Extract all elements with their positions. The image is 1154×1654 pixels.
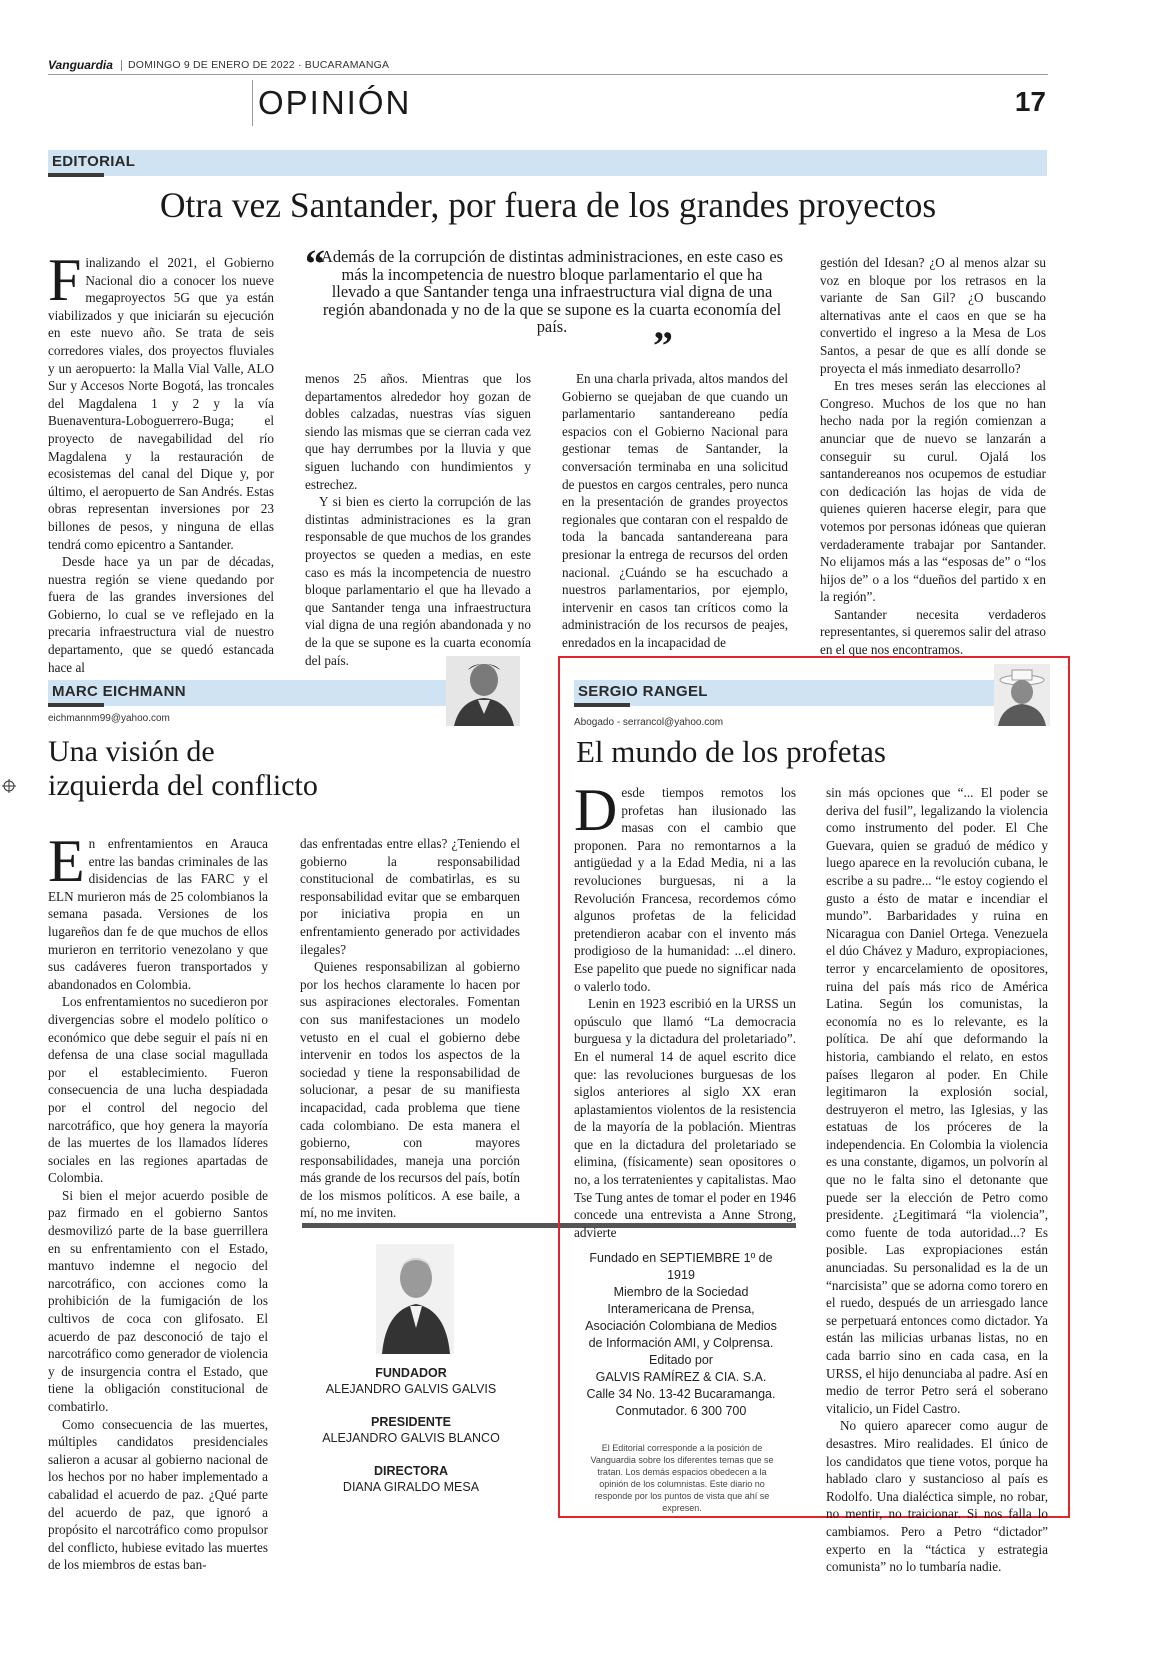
brand-logo: Vanguardia [48,58,113,72]
founded-line-2: Miembro de la Sociedad [613,1285,749,1299]
marc-avatar [446,656,520,726]
sergio-col2-p2: No quiero aparecer como augur de desastres. Miro realidades. El único de los candidatos que tiene votos, porque ha hablado claro y sustancioso al país es Rodolfo. Una dialéctica simple, no robar, no mentir, no traicionar. Si nos falla lo cambiamos. Pero a Petro “dictador” experto en la “táctica y estrategia comunista” no lo tumbaría nadie. [826,1418,1048,1575]
marc-col2-p2: Quienes responsabilizan al gobierno por los hechos claramente lo hacen por sus aspiraciones electorales. Fomentan con sus manifestaciones un modelo vetusto en el cual el gobierno debe intervenir en todos los aspectos de la sociedad y tiene la responsabilidad de solucionar, a pesar de su manifiesta incapacidad, cada problema que tiene cada colombiano. De esta manera el gobierno, con mayores responsabilidades, maneja una porción más grande de los recursos del país, botín de los mismos políticos. A ese baile, a mí, no me inviten. [300,959,520,1221]
marc-email: eichmannm99@yahoo.com [48,713,170,724]
marc-dropcap: E [48,828,85,894]
editorial-col4-p2: En tres meses serán las elecciones al Congreso. Muchos de los que no han hecho nada por la región comienzan a anunciar que de nuevo se lanzarán a conseguir su curul. Ojalá los santandereanos nos ocupemos de estudiar con dedicación las hojas de vida de quienes quieren hacerse elegir, para que votemos por personas idóneas que quieran verdaderamente trabajar por Santander. No elijamos más a las “esposas de” o “los hijos de” o a los “dueños del partido x en la región”. [820,378,1046,605]
sergio-dropcap: D [574,777,618,843]
founded-line-1: Fundado en SEPTIEMBRE 1º de 1919 [589,1251,773,1282]
section-divider [252,80,253,126]
editorial-col4-p3: Santander necesita verdaderos representantes, si queremos salir del atraso en el que nos encontramos. [820,606,1046,658]
marc-label: MARC EICHMANN [52,683,186,700]
sergio-col-1 [574,777,796,1241]
editorial-pullquote [305,241,791,368]
role-name-director: DIANA GIRALDO MESA [342,1480,480,1494]
editorial-col-3 [562,370,788,652]
sergio-title: El mundo de los profetas [576,734,886,769]
editorial-col-4 [820,254,1046,659]
editorial-col1-p1: inalizando el 2021, el Gobierno Nacional dio a conocer los nueve megaproyectos 5G que ya están viabilizados y que iniciarán su ejecución en este nuevo año. Se trata de seis corredores viales, dos proyectos fluviales y un aeropuerto: la Malla Vial Valle, ALO Sur y Accesos Norte Bogotá, las troncales del Magdalena 1 y 2 y la vía Buenaventura-Loboguerrero-Buga; el proyecto de navegabilidad del río Magdalena y la restauración de ecosistemas del canal del Dique y, por último, el aeropuerto de San Andrés. Estas obras representan inversiones por 23 billones de pesos, y ninguna de ellas tendrá como epicentro a Santander. [48,255,274,552]
marc-col1-p4: Como consecuencia de las muertes, múltiples candidatos presidenciales salieron a acusar al gobierno nacional de los hechos por no haber implementado a cabalidad el acuerdo de paz. ¿Qué parte del acuerdo de paz, que ignoró a propósito el narcotráfico como propulsor del conflicto, hubiese evitado las muertes de los miembros de estas ban- [48,1416,268,1573]
marc-title-line1: Una visión de [48,735,215,768]
dateline: DOMINGO 9 DE ENERO DE 2022 · BUCARAMANGA [128,59,390,71]
sergio-col1-p2: Lenin en 1923 escribió en la URSS un opúsculo que llamó “La democracia burguesa y la dictadura del proletariado”. En el numeral 14 de aquel escrito dice que: las revoluciones burguesas de los siglos anteriores al siglo XX eran aplastamientos violentos de la resistencia de la mayoría de la población. Mientras que en la dictadura del proletariado se elimina, (físicamente) sean opositores o no, a los terratenientes y capitalistas. Mao Tse Tung antes de tomar el poder en 1946 concede una entrevista a Anne Strong, advierte [574,996,796,1240]
role-name-president: ALEJANDRO GALVIS BLANCO [322,1431,500,1445]
sergio-label-underline [574,703,630,707]
sergio-col2-p1: sin más opciones que “... El poder se deriva del fusil”, legalizando la violencia como instrumento del poder. El Che Guevara, quien se graduó de médico y luego aparece en la revolución cubana, le escribe a su padre... “le estoy cogiendo el gusto a ésto de matar e incendiar el mundo”. Barbaridades y ruina en Nicaragua con Daniel Ortega. Venezuela el dúo Chávez y Maduro, expropiaciones, terror y encarcelamiento de opositores, ruina del país más rico de América Latina. Según los comunistas, la economía no es lo relevante, es la política. De ahí que deformando la historia, cambiando el relato, en estos países llegaron al poder. En Chile legitimaron la explosión social, destruyeron el metro, las Iglesias, y las estatuas de los próceres de la independencia. En Colombia la violencia es una constante, digamos, un polvorín al que no le falta sino el detonante que puede ser la elección de Petro como presidente. ¿Legitimará “la violencia”, como fuente de toda autoridad...? Es posible. Las expropiaciones están anunciadas. Su personalidad es la de un “narcisista” que se adorna como torero en el ruedo, después de un arriesgado lance se perpetuará entonces como dictador. Ya están las milicias urbanas listas, no en cada barrio sino en cada casa, en la URSS, el hijo denunciaba al padre. Así en medio de terror Petro será el soberano vitalicio, un Fidel Castro. [826,785,1048,1416]
founded-line-5: de Información AMI, y Colprensa. [588,1336,774,1350]
close-quote-icon: ” [653,323,673,368]
section-title: OPINIÓN [258,84,412,121]
marc-col1-p2: Los enfrentamientos no sucedieron por divergencias sobre el modelo político o económico que debe seguir el país ni en defensa de una clase social magullada por el establecimiento. Fueron consecuencia de una lucha despiadada por el control del negocio del narcotráfico, que hoy genera la mayoría de las muertes de los llamados líderes sociales en las regiones apartadas de Colombia. [48,994,268,1186]
editorial-dropcap: F [48,247,82,313]
marc-col-2 [300,835,520,1222]
role-title-president: PRESIDENTE [371,1415,451,1429]
founded-line-6: Editado por [649,1353,713,1367]
marc-title-line2: izquierda del conflicto [48,769,318,802]
editorial-col3-p1: En una charla privada, altos mandos del Gobierno se quejaban de que cuando un parlamentario santandereano pedía espacios con el Gobierno Nacional para gestionar temas de Santander, la conversación terminaba en una solicitud de puestos en cargos centrales, pero nunca en la presentación de grandes proyectos regionales que contaran con el respaldo de toda la bancada santandereana para presionar la entrega de recursos del orden nacional. ¿Cuándo se ha escuchado a nuestros parlamentarios, por ejemplo, intervenir en casos tan críticos como la administración de los recursos de peajes, enredados en la incapacidad de [562,371,788,650]
open-quote-icon: “ [305,241,325,286]
editorial-col2-p1: menos 25 años. Mientras que los departamentos alrededor hoy gozan de dobles calzadas, nuestras vías siguen siendo las mismas que se cierran cada vez que hay derrumbes por la lluvia y que siguen luchando con hundimientos y estrechez. [305,371,531,492]
editorial-label-bar [48,150,1047,176]
editorial-col-2 [305,370,531,669]
pullquote-text: Además de la corrupción de distintas administraciones, en este caso es más la incompetencia de nuestro bloque parlamentario el que ha llevado a que Santander tenga una infraestructura vial digna de una región abandonada y no de la que se supone es la cuarta economía del país. [321,247,783,337]
disclaimer: El Editorial corresponde a la posición de Vanguardia sobre los diferentes temas que se tratan. Los demás espacios obedecen a la opinión de los columnistas. Este diario no responde por los puntos de vista que ahí se expresen. [590,1443,774,1513]
marc-title [48,735,318,803]
editorial-col2-p2: Y si bien es cierto la corrupción de las distintas administraciones es la gran responsable de que muchos de los grandes proyectos se queden a medias, en este caso es más la incompetencia de nuestro bloque parlamentario el que ha llevado a que Santander tenga una infraestructura vial digna de una región abandonada y no de la que se supone es la cuarta economía del país. [305,494,531,668]
editorial-label-underline [48,173,104,177]
sergio-avatar [994,664,1050,726]
sergio-email: Abogado - serrancol@yahoo.com [574,717,724,728]
founded-line-8: Calle 34 No. 13-42 Bucaramanga. [586,1387,776,1401]
editorial-col-1 [48,247,274,676]
marc-col2-p1: das enfrentadas entre ellas? ¿Teniendo el gobierno la responsabilidad constitucional de combatirlas, es su responsabilidad evitar que se embarquen por iniciativa propia en un enfrentamiento generado por actividades ilegales? [300,836,520,957]
masthead-rule [48,74,1048,75]
sergio-label: SERGIO RANGEL [578,683,708,700]
marc-col1-p3: Si bien el mejor acuerdo posible de paz firmado en el gobierno Santos desmovilizó parte de la base guerrillera en su enfrentamiento con el Estado, mantuvo indemne el negocio del narcotráfico, con acciones como la prohibición de la fumigación de los cultivos de coca con glifosato. El acuerdo de paz desconoció de tajo el narcotráfico como generador de violencia y de insurgencia contra el Estado, que tiene la obligación constitucional de combatirlo. [48,1187,268,1414]
sergio-col-2 [826,784,1048,1576]
marc-col-1 [48,828,268,1574]
founder-photo [376,1244,454,1354]
registration-mark-icon [2,778,16,792]
page-number: 17 [1014,86,1046,117]
marc-col1-p1: n enfrentamientos en Arauca entre las bandas criminales de las disidencias de las FARC y el ELN murieron más de 25 colombianos la semana pasada. Versiones de los lugareños dan fe de que muchos de ellos murieron en territorio venezolano y que sus cadáveres fueron transportados y abandonados en Colombia. [48,836,268,992]
founded-line-7: GALVIS RAMÍREZ & CIA. S.A. [595,1370,767,1384]
staff-roles [322,1364,500,1494]
founded-line-4: Asociación Colombiana de Medios [585,1319,777,1333]
role-name-founder: ALEJANDRO GALVIS GALVIS [325,1382,497,1396]
editorial-col1-p2: Desde hace ya un par de décadas, nuestra región se viene quedando por fuera de las grandes inversiones del Gobierno, lo cual se ve reflejado en la precaria infraestructura vial de nuestro departamento, que se quedó estancada hace al [48,554,274,675]
role-title-founder: FUNDADOR [375,1366,447,1380]
role-title-director: DIRECTORA [373,1464,449,1478]
founded-line-9: Conmutador. 6 300 700 [615,1404,747,1418]
brand-divider [121,60,122,71]
editorial-col4-p1: gestión del Idesan? ¿O al menos alzar su voz en bloque por los retrasos en la variante de San Gil? ¿O buscando alternativas ante el caos en que se ha convertido el ingreso a la Mesa de Los Santos, a pesar de que es allí donde se proyecta el más inmediato desarrollo? [820,255,1046,376]
marc-label-underline [48,703,104,707]
sergio-col1-p1: esde tiempos remotos los profetas han ilusionado las masas con el cambio que proponen. Para no remontarnos a la antigüedad y a la Edad Media, ni a las revoluciones burguesas, ni a la Revolución Francesa, recordemos cómo algunos profetas de la felicidad pretendieron acabar con el invento más prodigioso de la humanidad: ...el dinero. Ese papelito que puede no significar nada o valerlo todo. [574,785,796,994]
editorial-title: Otra vez Santander, por fuera de los grandes proyectos [159,185,937,225]
editorial-label: EDITORIAL [52,153,136,170]
founded-line-3: Interamericana de Prensa, [607,1302,755,1316]
